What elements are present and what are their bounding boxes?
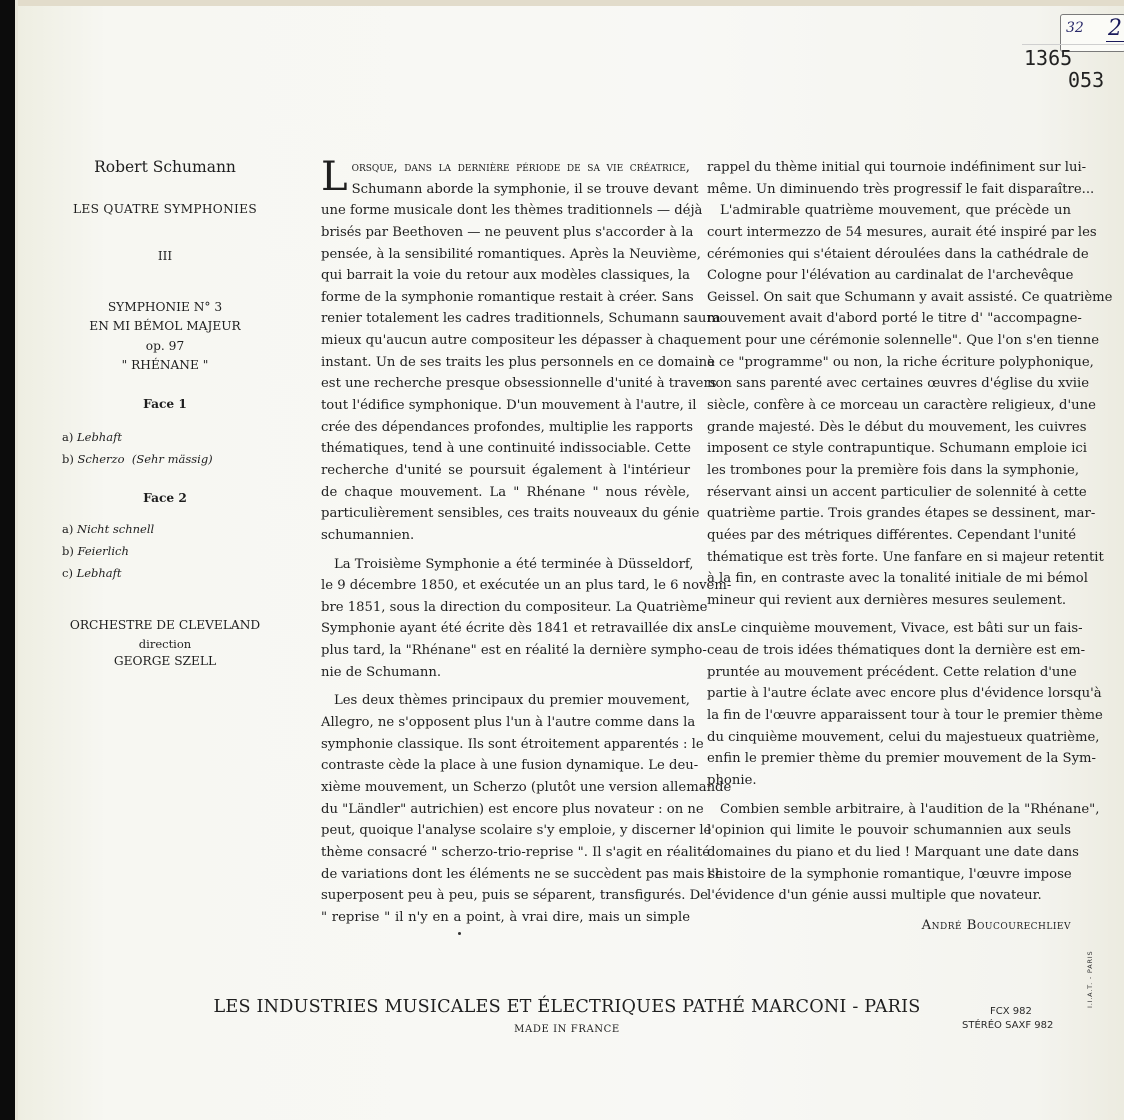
text-line: rappel du thème initial qui tournoie indéfiniment sur lui- (707, 160, 1087, 175)
volume-number: III (157, 249, 173, 263)
track-title: Scherzo (77, 452, 125, 466)
face-2-heading: Face 2 (143, 491, 187, 505)
conductor-name: GEORGE SZELL (113, 654, 217, 668)
text-line: plus tard, la "Rhénane" est en réalité la dernière sympho- (321, 643, 707, 659)
text-line: schumannien. (321, 527, 415, 543)
author-signature: André Boucourechliev (921, 917, 1071, 933)
text-line: imposent ce style contrapuntique. Schumann emploie ici (707, 441, 1088, 457)
series-title: LES QUATRE SYMPHONIES (72, 202, 258, 216)
text-line: ment pour une cérémonie solennelle". Que l'on s'en tienne (707, 333, 1100, 349)
symphony-opus: op. 97 (145, 339, 185, 353)
track-list-item (62, 566, 122, 580)
stamp-number-bottom: 053 (1068, 68, 1105, 92)
track-title: Lebhaft (77, 430, 122, 444)
text-line: siècle, confère à ce morceau un caractère religieux, d'une (707, 398, 1096, 414)
liner-notes-column-2 (707, 157, 1113, 936)
text-line: mieux qu'aucun autre compositeur les dépasser à chaque (321, 333, 707, 349)
text-line: l'opinion qui limite le pouvoir schumannien aux seuls (707, 823, 1071, 839)
composer-name: Robert Schumann (94, 158, 236, 176)
text-line: cérémonies qui s'étaient déroulées dans la cathédrale de (707, 246, 1089, 262)
text-line: La Troisième Symphonie a été terminée à Düsseldorf, (334, 556, 694, 572)
publisher-name: LES INDUSTRIES MUSICALES ET ÉLECTRIQUES PATHÉ MARCONI - PARIS (213, 997, 921, 1017)
text-line: du cinquième mouvement, celui du majestueux quatrième, (707, 729, 1100, 745)
text-line: superposent peu à peu, puis se séparent, transfigurés. De (321, 888, 708, 904)
direction-label: direction (138, 637, 192, 651)
track-title: Feierlich (77, 544, 129, 558)
text-line: les trombones pour la première fois dans la symphonie, (707, 462, 1080, 478)
text-line: mouvement avait d'abord porté le titre d' "accompagne- (707, 311, 1082, 327)
text-line: Les deux thèmes principaux du premier mouvement, (334, 693, 690, 709)
text-line: particulièrement sensibles, ces traits nouveaux du génie (321, 506, 700, 522)
face-1-heading: Face 1 (143, 397, 187, 411)
catalog-stamp (1022, 14, 1124, 96)
text-line: contraste cède la place à une fusion dynamique. Le deu- (321, 758, 699, 774)
track-title: Lebhaft (76, 566, 122, 580)
text-line: le 9 décembre 1850, et exécutée un an plus tard, le 6 novem- (321, 578, 732, 594)
text-line: bre 1851, sous la direction du compositeur. La Quatrième (321, 599, 708, 615)
text-line: tout l'édifice symphonique. D'un mouvement à l'autre, il (321, 398, 697, 414)
text-line: xième mouvement, un Scherzo (plutôt une version allemande (321, 779, 732, 795)
text-line: Schumann aborde la symphonie, il se trouve devant (351, 181, 699, 197)
symphony-key: EN MI BÉMOL MAJEUR (89, 319, 241, 333)
text-line: court intermezzo de 54 mesures, aurait été inspiré par les (707, 224, 1097, 240)
text-line: est une recherche presque obsessionnelle d'unité à travers (321, 376, 717, 392)
text-line: nie de Schumann. (321, 664, 442, 680)
text-line: ceau de trois idées thématiques dont la dernière est em- (707, 643, 1086, 659)
track-letter: a) (62, 430, 74, 444)
text-line: à la fin, en contraste avec la tonalité initiale de mi bémol (707, 571, 1088, 587)
text-line: " reprise " il n'y en a point, à vrai dire, mais un simple (321, 909, 690, 925)
text-line (321, 157, 690, 179)
handwritten-underline (1106, 41, 1124, 42)
track-title: Nicht schnell (77, 522, 155, 536)
text-line: grande majesté. Dès le début du mouvement, les cuivres (707, 419, 1087, 435)
text-line: mineur qui revient aux dernières mesures seulement. (707, 592, 1067, 608)
text-line: recherche d'unité se poursuit également à l'intérieur (321, 462, 690, 478)
print-speck (458, 932, 461, 935)
track-letter: a) (62, 522, 74, 536)
text-line: pensée, à la sensibilité romantiques. Après la Neuvième, (321, 246, 701, 262)
text-line: Allegro, ne s'opposent plus l'un à l'autre comme dans la (321, 715, 696, 731)
record-sleeve-spine (0, 0, 15, 1120)
symphony-title: SYMPHONIE N° 3 (107, 300, 223, 314)
text-line: pruntée au mouvement précédent. Cette relation d'une (707, 664, 1077, 680)
line-text: orsque, dans la dernière période de sa vie créatrice, (351, 160, 690, 175)
text-line: Cologne pour l'élévation au cardinalat de l'archevêque (707, 268, 1074, 284)
text-line: thématique est très forte. Une fanfare en si majeur retentit (707, 549, 1104, 565)
text-line: même. Un diminuendo très progressif le fait disparaître... (707, 181, 1095, 197)
text-line: Combien semble arbitraire, à l'audition de la "Rhénane", (720, 801, 1100, 817)
orchestra-name: ORCHESTRE DE CLEVELAND (69, 618, 261, 632)
text-line: quatrième partie. Trois grandes étapes se dessinent, mar- (707, 506, 1096, 522)
text-line: l'évidence d'un génie aussi multiple que novateur. (707, 888, 1042, 904)
track-letter: b) (62, 544, 74, 558)
text-line: l'histoire de la symphonie romantique, l'œuvre impose (707, 866, 1072, 882)
liner-notes-column-1 (321, 154, 732, 928)
text-line: renier totalement les cadres traditionnels, Schumann saura (321, 311, 721, 327)
text-line: forme de la symphonie romantique restait à créer. Sans (321, 289, 694, 305)
track-list-item (62, 522, 154, 536)
printer-credit: I.I.A.T. - PARIS (1086, 950, 1094, 1008)
text-line: instant. Un de ses traits les plus personnels en ce domaine (321, 354, 715, 370)
text-line: domaines du piano et du lied ! Marquant une date dans (707, 844, 1079, 860)
handwritten-mark-left: 32 (1066, 20, 1084, 36)
track-list-item (62, 452, 213, 466)
text-line: peut, quoique l'analyse scolaire s'y emploie, y discerner le (321, 823, 712, 839)
text-line: la fin de l'œuvre apparaissent tour à tour le premier thème (707, 708, 1103, 724)
text-line: L'admirable quatrième mouvement, que précède un (720, 203, 1071, 219)
track-tempo-note: (Sehr mässig) (131, 452, 213, 466)
text-line: réservant ainsi un accent particulier de solennité à cette (707, 484, 1087, 500)
sleeve-top-edge (18, 0, 1124, 6)
text-line: thématiques, tend à une continuité indissociable. Cette (321, 441, 691, 457)
text-line: symphonie classique. Ils sont étroitement apparentés : le (321, 736, 704, 752)
text-line: qui barrait la voie du retour aux modèles classiques, la (321, 268, 690, 284)
text-line: enfin le premier thème du premier mouvement de la Sym- (707, 751, 1097, 767)
text-line: phonie. (707, 772, 757, 788)
text-line: brisés par Beethoven — ne peuvent plus s'accorder à la (321, 224, 694, 240)
text-line: de chaque mouvement. La " Rhénane " nous révèle, (321, 484, 690, 500)
text-line: à ce "programme" ou non, la riche écriture polyphonique, (707, 354, 1094, 370)
drop-cap: L (321, 154, 348, 200)
stamp-number-top: 1365 (1024, 46, 1073, 70)
text-line: une forme musicale dont les thèmes traditionnels — déjà (321, 203, 703, 219)
catalog-number-stereo: STÉRÉO SAXF 982 (962, 1020, 1054, 1031)
symphony-nickname: " RHÉNANE " (121, 358, 209, 372)
text-line: du "Ländler" autrichien) est encore plus novateur : on ne (321, 801, 704, 817)
track-list-item (62, 430, 122, 444)
track-letter: c) (62, 566, 73, 580)
made-in-label: MADE IN FRANCE (514, 1024, 620, 1035)
track-letter: b) (62, 452, 74, 466)
text-line: quées par des métriques différentes. Cependant l'unité (707, 527, 1077, 543)
text-line: Symphonie ayant été écrite dès 1841 et retravaillée dix ans (321, 621, 720, 637)
text-line: non sans parenté avec certaines œuvres d'église du xviie (707, 376, 1090, 392)
text-line: Geissel. On sait que Schumann y avait assisté. Ce quatrième (707, 289, 1113, 305)
text-line: partie à l'autre éclate avec encore plus d'évidence lorsqu'à (707, 686, 1102, 702)
text-line: de variations dont les éléments ne se succèdent pas mais se (321, 866, 723, 882)
text-line: thème consacré " scherzo-trio-reprise ". Il s'agit en réalité (321, 844, 711, 860)
text-line: Le cinquième mouvement, Vivace, est bâti sur un fais- (720, 621, 1083, 637)
handwritten-mark-right: 2 (1108, 16, 1122, 41)
track-list-item (62, 544, 129, 558)
text-line: crée des dépendances profondes, multiplie les rapports (321, 419, 693, 435)
catalog-number-mono: FCX 982 (990, 1006, 1032, 1017)
